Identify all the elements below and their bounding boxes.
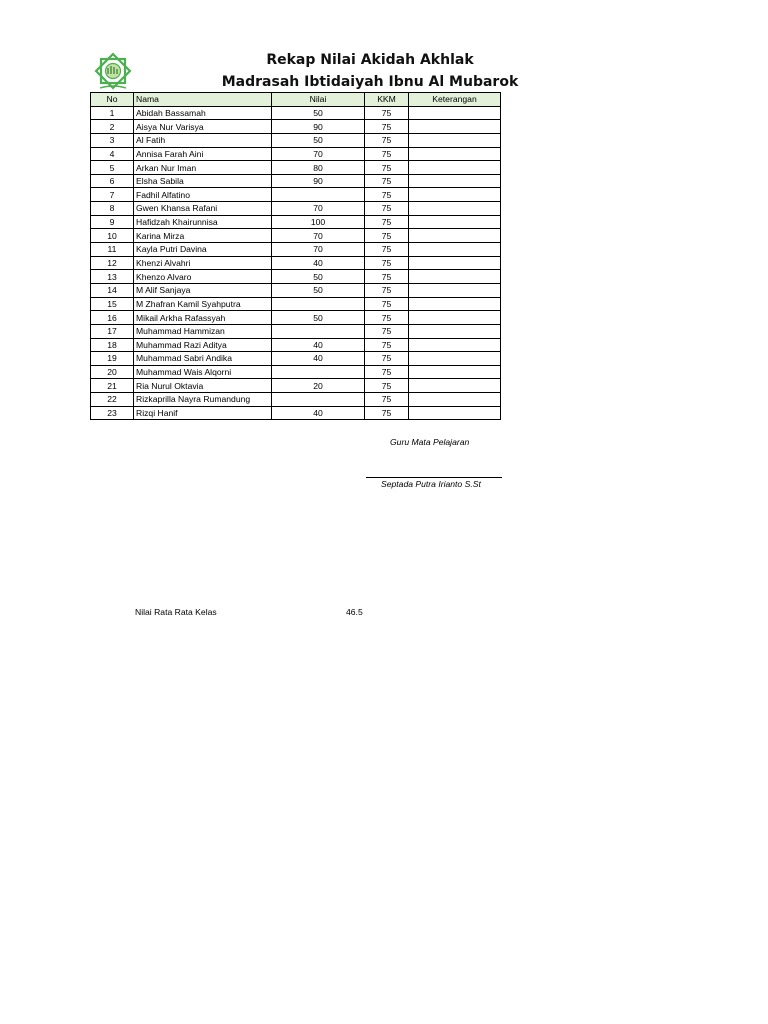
cell-nama: Ria Nurul Oktavia (134, 379, 272, 393)
table-row (91, 311, 501, 325)
cell-kkm: 75 (365, 311, 409, 325)
cell-nilai (272, 297, 365, 311)
class-average-label: Nilai Rata Rata Kelas (135, 607, 217, 617)
cell-nama: M Zhafran Kamil Syahputra (134, 297, 272, 311)
cell-nilai: 40 (272, 256, 365, 270)
cell-nama: Khenzo Alvaro (134, 270, 272, 284)
table-row (91, 133, 501, 147)
cell-nilai: 50 (272, 311, 365, 325)
table-header-row (91, 93, 501, 107)
cell-nama: Al Fatih (134, 133, 272, 147)
cell-nilai: 90 (272, 174, 365, 188)
table-row (91, 283, 501, 297)
cell-no: 23 (91, 406, 134, 420)
cell-nilai: 50 (272, 270, 365, 284)
signature-line (366, 477, 502, 478)
cell-kkm: 75 (365, 161, 409, 175)
cell-nama: Fadhil Alfatino (134, 188, 272, 202)
table-row (91, 202, 501, 216)
cell-no: 8 (91, 202, 134, 216)
table-row (91, 215, 501, 229)
cell-no: 2 (91, 120, 134, 134)
cell-keterangan (409, 188, 501, 202)
table-row (91, 147, 501, 161)
cell-nama: Rizqi Hanif (134, 406, 272, 420)
teacher-name: Septada Putra Irianto S.St (381, 479, 481, 489)
cell-no: 14 (91, 283, 134, 297)
cell-kkm: 75 (365, 297, 409, 311)
cell-nilai: 70 (272, 202, 365, 216)
cell-no: 12 (91, 256, 134, 270)
cell-nilai: 40 (272, 338, 365, 352)
cell-no: 16 (91, 311, 134, 325)
cell-no: 20 (91, 365, 134, 379)
cell-nama: Hafidzah Khairunnisa (134, 215, 272, 229)
cell-nama: Muhammad Sabri Andika (134, 352, 272, 366)
cell-keterangan (409, 106, 501, 120)
cell-no: 17 (91, 324, 134, 338)
cell-nilai: 70 (272, 147, 365, 161)
column-header-kkm: KKM (365, 93, 409, 107)
cell-no: 10 (91, 229, 134, 243)
cell-nilai: 100 (272, 215, 365, 229)
teacher-role-label: Guru Mata Pelajaran (390, 437, 470, 447)
cell-no: 18 (91, 338, 134, 352)
cell-keterangan (409, 174, 501, 188)
cell-keterangan (409, 379, 501, 393)
cell-kkm: 75 (365, 352, 409, 366)
cell-kkm: 75 (365, 188, 409, 202)
table-row (91, 120, 501, 134)
cell-nilai: 50 (272, 106, 365, 120)
cell-kkm: 75 (365, 229, 409, 243)
cell-nama: Mikail Arkha Rafassyah (134, 311, 272, 325)
table-row (91, 270, 501, 284)
table-row (91, 324, 501, 338)
cell-nama: Kayla Putri Davina (134, 243, 272, 257)
cell-kkm: 75 (365, 393, 409, 407)
cell-no: 1 (91, 106, 134, 120)
cell-kkm: 75 (365, 120, 409, 134)
cell-kkm: 75 (365, 202, 409, 216)
column-header-nilai: Nilai (272, 93, 365, 107)
cell-nilai (272, 365, 365, 379)
cell-kkm: 75 (365, 406, 409, 420)
cell-keterangan (409, 270, 501, 284)
cell-nilai (272, 324, 365, 338)
cell-keterangan (409, 365, 501, 379)
cell-nama: M Alif Sanjaya (134, 283, 272, 297)
column-header-nama: Nama (134, 93, 272, 107)
cell-kkm: 75 (365, 256, 409, 270)
cell-no: 6 (91, 174, 134, 188)
cell-nama: Khenzi Alvahri (134, 256, 272, 270)
cell-kkm: 75 (365, 365, 409, 379)
table-row (91, 297, 501, 311)
cell-keterangan (409, 338, 501, 352)
table-row (91, 256, 501, 270)
cell-nilai: 50 (272, 133, 365, 147)
cell-keterangan (409, 406, 501, 420)
table-row (91, 106, 501, 120)
cell-nama: Arkan Nur Iman (134, 161, 272, 175)
cell-keterangan (409, 393, 501, 407)
cell-keterangan (409, 202, 501, 216)
cell-no: 13 (91, 270, 134, 284)
cell-kkm: 75 (365, 243, 409, 257)
cell-kkm: 75 (365, 215, 409, 229)
cell-nama: Abidah Bassamah (134, 106, 272, 120)
table-row (91, 229, 501, 243)
cell-keterangan (409, 161, 501, 175)
column-header-no: No (91, 93, 134, 107)
class-average-value: 46.5 (346, 607, 363, 617)
school-name: Madrasah Ibtidaiyah Ibnu Al Mubarok (221, 74, 519, 90)
table-row (91, 352, 501, 366)
cell-nilai: 90 (272, 120, 365, 134)
cell-keterangan (409, 215, 501, 229)
cell-keterangan (409, 256, 501, 270)
cell-keterangan (409, 229, 501, 243)
cell-no: 11 (91, 243, 134, 257)
cell-kkm: 75 (365, 133, 409, 147)
cell-no: 7 (91, 188, 134, 202)
grade-table (90, 92, 501, 420)
cell-no: 5 (91, 161, 134, 175)
cell-kkm: 75 (365, 324, 409, 338)
cell-keterangan (409, 311, 501, 325)
cell-kkm: 75 (365, 147, 409, 161)
cell-nama: Muhammad Hammizan (134, 324, 272, 338)
cell-keterangan (409, 352, 501, 366)
cell-no: 19 (91, 352, 134, 366)
cell-no: 22 (91, 393, 134, 407)
column-header-keterangan: Keterangan (409, 93, 501, 107)
octagram-school-logo-icon (92, 50, 134, 92)
cell-nama: Karina Mirza (134, 229, 272, 243)
cell-kkm: 75 (365, 379, 409, 393)
cell-nama: Elsha Sabila (134, 174, 272, 188)
cell-nilai: 20 (272, 379, 365, 393)
cell-keterangan (409, 120, 501, 134)
cell-no: 9 (91, 215, 134, 229)
cell-keterangan (409, 243, 501, 257)
report-title: Rekap Nilai Akidah Akhlak (266, 52, 474, 68)
table-row (91, 188, 501, 202)
cell-kkm: 75 (365, 174, 409, 188)
cell-kkm: 75 (365, 283, 409, 297)
cell-nama: Gwen Khansa Rafani (134, 202, 272, 216)
table-row (91, 161, 501, 175)
cell-keterangan (409, 324, 501, 338)
cell-kkm: 75 (365, 338, 409, 352)
cell-nilai: 80 (272, 161, 365, 175)
table-row (91, 338, 501, 352)
cell-nilai (272, 188, 365, 202)
cell-nama: Rizkaprilla Nayra Rumandung (134, 393, 272, 407)
cell-kkm: 75 (365, 270, 409, 284)
cell-nilai (272, 393, 365, 407)
cell-nama: Muhammad Wais Alqorni (134, 365, 272, 379)
table-row (91, 393, 501, 407)
cell-nilai: 40 (272, 352, 365, 366)
table-row (91, 379, 501, 393)
cell-keterangan (409, 133, 501, 147)
table-row (91, 243, 501, 257)
cell-nama: Muhammad Razi Aditya (134, 338, 272, 352)
cell-nilai: 40 (272, 406, 365, 420)
cell-no: 15 (91, 297, 134, 311)
cell-nama: Aisya Nur Varisya (134, 120, 272, 134)
table-row (91, 365, 501, 379)
cell-nilai: 70 (272, 229, 365, 243)
cell-nilai: 50 (272, 283, 365, 297)
cell-keterangan (409, 283, 501, 297)
cell-kkm: 75 (365, 106, 409, 120)
cell-keterangan (409, 297, 501, 311)
table-row (91, 406, 501, 420)
cell-no: 4 (91, 147, 134, 161)
cell-nama: Annisa Farah Aini (134, 147, 272, 161)
table-row (91, 174, 501, 188)
cell-no: 3 (91, 133, 134, 147)
cell-keterangan (409, 147, 501, 161)
cell-nilai: 70 (272, 243, 365, 257)
cell-no: 21 (91, 379, 134, 393)
